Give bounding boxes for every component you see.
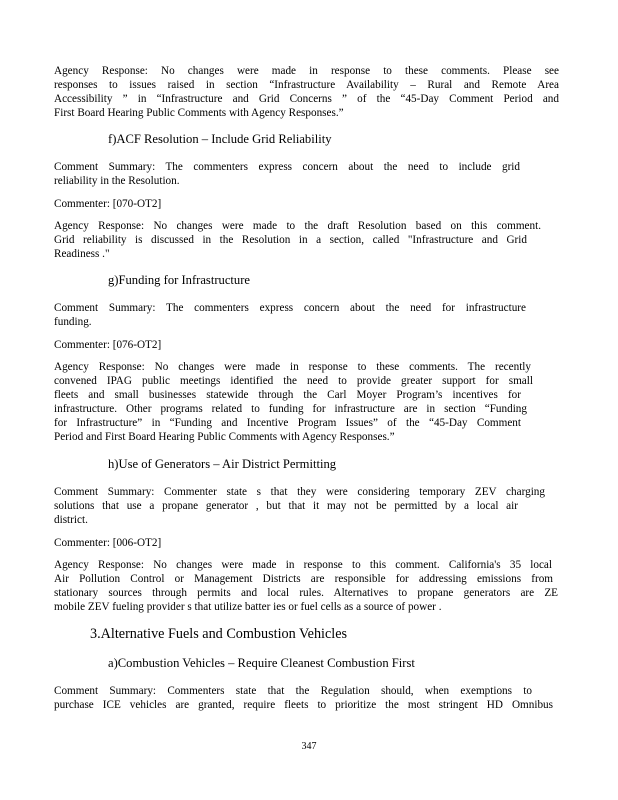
section-3-heading: 3.Alternative Fuels and Combustion Vehicles	[90, 626, 348, 642]
text-line: funding.	[54, 316, 92, 328]
text-line: district.	[54, 514, 88, 526]
text-line: purchase ICE vehicles are granted, require fleets to prioritize the most stringent HD Omnibus	[54, 699, 553, 711]
commenter-g	[54, 338, 559, 352]
heading-g-funding: g)Funding for Infrastructure	[108, 273, 250, 287]
comment-summary-g	[54, 301, 559, 329]
agency-response-g	[54, 360, 559, 444]
text-line: solutions that use a propane generator , but that it may not be permitted by a local air	[54, 500, 518, 512]
text-line: Comment Summary: The commenters express concern about the need for infrastructure	[54, 302, 526, 314]
agency-response-f	[54, 219, 559, 261]
text-line: Agency Response: No changes were made in response to these comments. The recently	[54, 361, 531, 373]
text-line: Grid reliability is discussed in the Resolution in a section, called "Infrastructure and Grid	[54, 234, 527, 246]
text-line: Commenter: [076-OT2]	[54, 339, 162, 351]
text-line: Agency Response: No changes were made to the draft Resolution based on this comment.	[54, 220, 541, 232]
comment-summary-h	[54, 485, 559, 527]
text-line: First Board Hearing Public Comments with Agency Responses.”	[54, 107, 344, 119]
text-line: responses to issues raised in section “Infrastructure Availability – Rural and Remote Area	[54, 79, 559, 91]
comment-summary-f	[54, 160, 559, 188]
comment-summary-3a	[54, 684, 559, 712]
text-line: Accessibility ” in “Infrastructure and Grid Concerns ” of the “45-Day Comment Period and	[54, 93, 559, 105]
text-line: reliability in the Resolution.	[54, 175, 180, 187]
heading-f-acf-resolution: f)ACF Resolution – Include Grid Reliability	[108, 132, 332, 146]
text-line: Period and First Board Hearing Public Comments with Agency Responses.”	[54, 431, 395, 443]
text-line: Comment Summary: The commenters express concern about the need to include grid	[54, 161, 520, 173]
text-line: Commenter: [006-OT2]	[54, 537, 162, 549]
text-line: convened IPAG public meetings identified the need to provide greater support for small	[54, 375, 533, 387]
text-line: Commenter: [070-OT2]	[54, 198, 162, 210]
text-line: fleets and small businesses statewide through the Carl Moyer Program’s incentives for	[54, 389, 521, 401]
agency-response-h	[54, 558, 559, 614]
text-line: stationary sources through permits and local rules. Alternatives to propane generators are ZE	[54, 587, 558, 599]
commenter-h	[54, 536, 559, 550]
text-line: Comment Summary: Commenter state s that they were considering temporary ZEV charging	[54, 486, 545, 498]
text-line: infrastructure. Other programs related to funding for infrastructure are in section “Funding	[54, 403, 527, 415]
heading-3a-combustion-vehicles: a)Combustion Vehicles – Require Cleanest Combustion First	[108, 656, 415, 670]
text-line: for Infrastructure” in “Funding and Incentive Program Issues” of the “45-Day Comment	[54, 417, 521, 429]
text-line: Agency Response: No changes were made in response to this comment. California's 35 local	[54, 559, 552, 571]
text-line: Agency Response: No changes were made in response to these comments. Please see	[54, 65, 559, 77]
commenter-f	[54, 197, 559, 211]
heading-h-generators: h)Use of Generators – Air District Permitting	[108, 457, 337, 471]
text-line: Comment Summary: Commenters state that the Regulation should, when exemptions to	[54, 685, 532, 697]
text-line: mobile ZEV fueling provider s that utilize batter ies or fuel cells as a source of power .	[54, 601, 442, 613]
text-line: Readiness ."	[54, 248, 110, 260]
agency-response-previous	[54, 64, 559, 120]
page-number: 347	[301, 741, 317, 752]
text-line: Air Pollution Control or Management Districts are responsible for addressing emissions from	[54, 573, 553, 585]
